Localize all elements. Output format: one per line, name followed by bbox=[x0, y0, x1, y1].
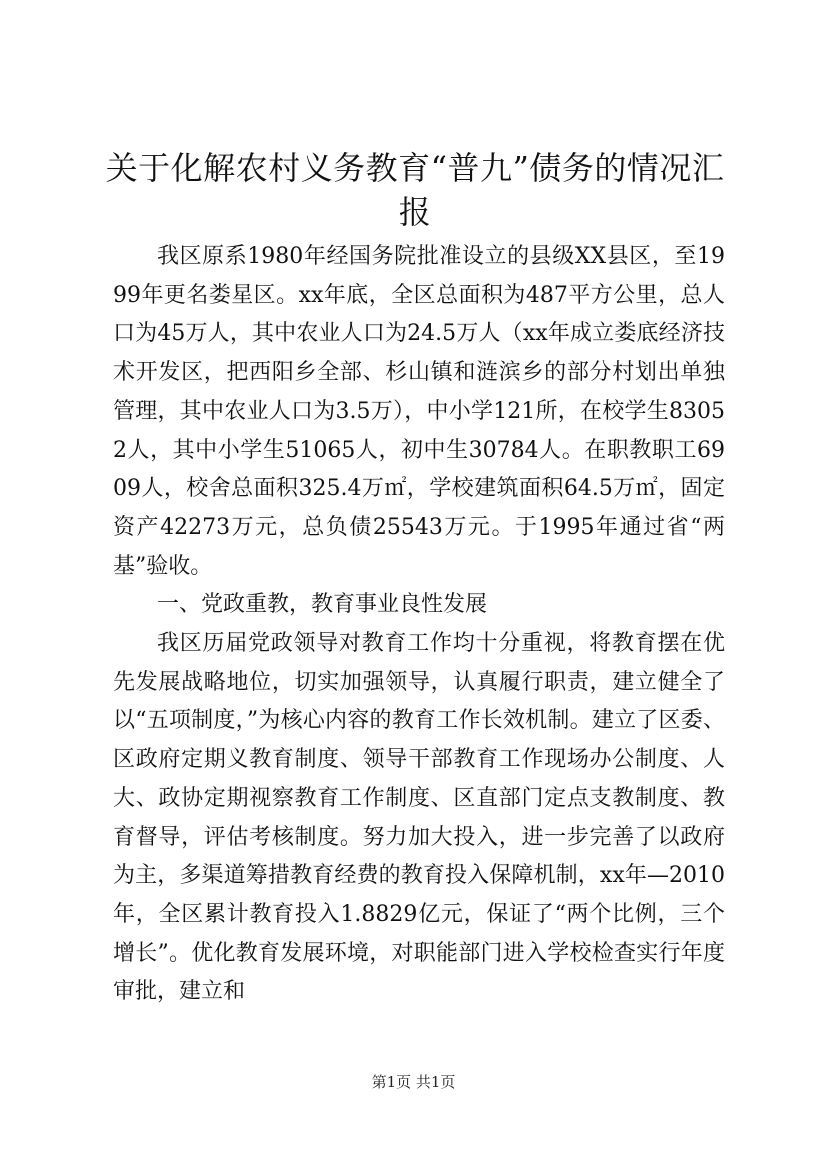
paragraph-overview: 我区原系1980年经国务院批准设立的县级XX县区，至1999年更名娄星区。xx年底，全区总面积为487平方公里，总人口为45万人，其中农业人口为24.5万人（xx年成立娄底经济技术开发区，把西阳乡全部、杉山镇和涟滨乡的部分村划出单独管理，其中农业人口为3.5万），中小学121所，在校学生83052人，其中小学生51065人，初中生30784人。在职教职工6909人，校舍总面积325.4万㎡，学校建筑面积64.5万㎡，固定资产42273万元，总负债25543万元。于1995年通过省“两基”验收。 bbox=[113, 244, 725, 579]
paragraph-section-1: 我区历届党政领导对教育工作均十分重视，将教育摆在优先发展战略地位，切实加强领导，认真履行职责，建立健全了以“五项制度，”为核心内容的教育工作长效机制。建立了区委、区政府定期义教育制度、领导干部教育工作现场办公制度、人大、政协定期视察教育工作制度、区直部门定点支教制度、教育督导，评估考核制度。努力加大投入，进一步完善了以政府为主，多渠道筹措教育经费的教育投入保障机制，xx年—2010年，全区累计教育投入1.8829亿元，保证了“两个比例，三个增长”。优化教育发展环境，对职能部门进入学校检查实行年度审批，建立和 bbox=[113, 631, 725, 1005]
page-footer: 第1页 共1页 bbox=[371, 1073, 456, 1091]
section-heading-1: 一、党政重教，教育事业良性发展 bbox=[157, 592, 488, 618]
document-title: 关于化解农村义务教育“普九”债务的情况汇报 bbox=[105, 149, 725, 231]
document-body bbox=[113, 238, 725, 1012]
